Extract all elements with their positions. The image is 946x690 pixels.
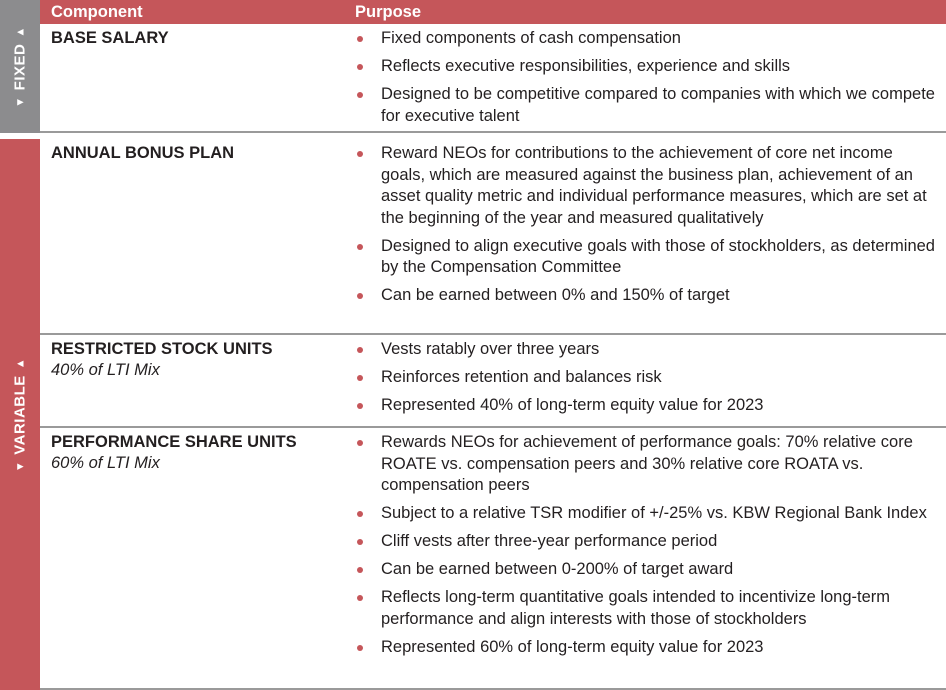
fixed-label xyxy=(12,26,29,107)
list-item: Cliff vests after three-year performance period xyxy=(356,531,941,553)
table-header xyxy=(40,0,946,24)
table-row xyxy=(40,139,946,335)
component-cell xyxy=(51,28,169,49)
table-row xyxy=(40,24,946,133)
variable-sidebar xyxy=(0,139,40,690)
list-item: Fixed components of cash compensation xyxy=(356,28,941,50)
bullet-icon xyxy=(357,440,363,446)
component-subtitle: 60% of LTI Mix xyxy=(51,454,160,472)
list-item: Designed to align executive goals with those of stockholders, as determined by the Compensation Committee xyxy=(356,236,941,279)
purpose-list xyxy=(356,432,941,665)
component-name: BASE SALARY xyxy=(51,29,169,47)
bullet-icon xyxy=(357,511,363,517)
list-item: Represented 40% of long-term equity value for 2023 xyxy=(356,395,941,417)
bullet-icon xyxy=(357,567,363,573)
list-item: Rewards NEOs for achievement of performance goals: 70% relative core ROATE vs. compensation peers and 30% relative core ROATA vs. compensation peers xyxy=(356,432,941,497)
arrow-up-icon: ▲ xyxy=(14,357,26,369)
list-item: Subject to a relative TSR modifier of +/-25% vs. KBW Regional Bank Index xyxy=(356,503,941,525)
variable-label xyxy=(12,357,29,471)
list-item: Reflects long-term quantitative goals intended to incentivize long-term performance and align interests with those of stockholders xyxy=(356,587,941,630)
bullet-icon xyxy=(357,375,363,381)
component-cell xyxy=(51,143,234,164)
bullet-icon xyxy=(357,64,363,70)
list-item: Designed to be competitive compared to companies with which we compete for executive talent xyxy=(356,84,941,127)
component-name: RESTRICTED STOCK UNITS xyxy=(51,340,273,358)
list-item: Reward NEOs for contributions to the achievement of core net income goals, which are measured against the business plan, achievement of an asset quality metric and individual performance measures, which are set at the beginning of the year and measured qualitatively xyxy=(356,143,941,229)
header-purpose: Purpose xyxy=(355,3,422,21)
component-name: ANNUAL BONUS PLAN xyxy=(51,144,235,162)
arrow-down-icon: ▼ xyxy=(14,95,26,108)
arrow-up-icon: ▲ xyxy=(14,25,26,38)
list-item: Reflects executive responsibilities, experience and skills xyxy=(356,56,941,78)
bullet-icon xyxy=(357,244,363,250)
list-item: Represented 60% of long-term equity value for 2023 xyxy=(356,637,941,659)
table-row xyxy=(40,428,946,690)
bullet-icon xyxy=(357,293,363,299)
list-item: Reinforces retention and balances risk xyxy=(356,367,941,389)
component-name: PERFORMANCE SHARE UNITS xyxy=(51,433,297,451)
list-item: Can be earned between 0% and 150% of target xyxy=(356,285,941,307)
bullet-icon xyxy=(357,347,363,353)
bullet-icon xyxy=(357,645,363,651)
purpose-list xyxy=(356,28,941,134)
bullet-icon xyxy=(357,403,363,409)
bullet-icon xyxy=(357,151,363,157)
fixed-label-text: FIXED xyxy=(11,43,29,90)
arrow-down-icon: ▼ xyxy=(14,460,26,472)
component-cell xyxy=(51,432,297,474)
bullet-icon xyxy=(357,595,363,601)
bullet-icon xyxy=(357,539,363,545)
bullet-icon xyxy=(357,92,363,98)
component-cell xyxy=(51,339,273,381)
list-item: Vests ratably over three years xyxy=(356,339,941,361)
component-subtitle: 40% of LTI Mix xyxy=(51,361,160,379)
fixed-sidebar xyxy=(0,0,40,133)
bullet-icon xyxy=(357,36,363,42)
list-item: Can be earned between 0-200% of target award xyxy=(356,559,941,581)
header-component: Component xyxy=(51,3,143,21)
variable-label-text: VARIABLE xyxy=(11,374,29,455)
purpose-list xyxy=(356,339,941,423)
table-row xyxy=(40,335,946,428)
purpose-list xyxy=(356,143,941,313)
